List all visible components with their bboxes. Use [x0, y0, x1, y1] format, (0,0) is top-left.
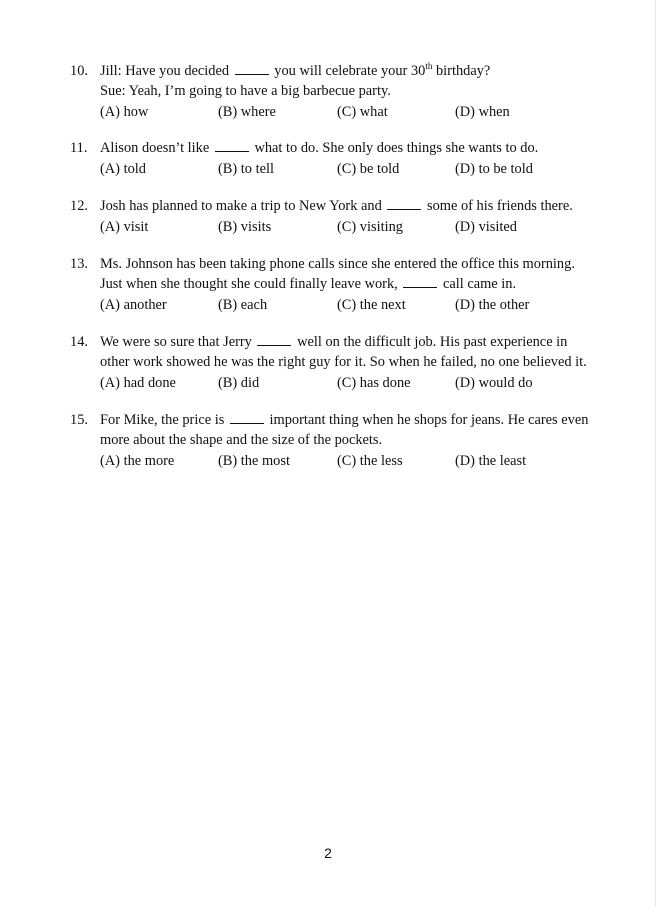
question-text: Alison doesn’t like	[100, 140, 213, 156]
option-a: (A) how	[100, 104, 149, 120]
question-line	[100, 61, 600, 81]
question-line	[100, 196, 600, 216]
option-c: (C) visiting	[337, 219, 403, 235]
question-line	[100, 274, 600, 294]
option-a: (A) visit	[100, 219, 149, 235]
option-c: (C) what	[337, 104, 388, 120]
question-line	[100, 332, 600, 352]
question-text: important thing when he shops for jeans. He cares even	[265, 412, 589, 428]
question-text: you will celebrate your 30	[270, 63, 426, 79]
question-text: For Mike, the price is	[100, 412, 228, 428]
option-d: (D) the least	[455, 453, 527, 469]
answer-options	[100, 451, 600, 471]
option-c: (C) the less	[337, 453, 403, 469]
question-text: Jill: Have you decided	[100, 63, 233, 79]
option-c: (C) the next	[337, 297, 406, 313]
question-body	[100, 254, 600, 315]
option-a: (A) told	[100, 161, 146, 177]
question-number: 10.	[70, 63, 88, 79]
answer-options	[100, 102, 600, 122]
question-line: other work showed he was the right guy for it. So when he failed, no one believed it.	[100, 354, 587, 370]
question-body	[100, 196, 600, 237]
question-text: call came in.	[439, 276, 517, 292]
question-line	[100, 410, 600, 430]
option-a: (A) the more	[100, 453, 175, 469]
option-b: (B) the most	[218, 453, 290, 469]
answer-blank	[403, 275, 437, 288]
question-number: 12.	[70, 198, 88, 214]
answer-blank	[215, 139, 249, 152]
option-b: (B) did	[218, 375, 260, 391]
page-number: 2	[324, 845, 332, 861]
question-number: 11.	[70, 140, 88, 156]
question-line: Ms. Johnson has been taking phone calls since she entered the office this morning.	[100, 256, 575, 272]
question-text: birthday?	[432, 63, 491, 79]
answer-options	[100, 217, 600, 237]
option-a: (A) another	[100, 297, 167, 313]
answer-blank	[257, 333, 291, 346]
question-text: well on the difficult job. His past experience in	[293, 334, 568, 350]
question-number: 13.	[70, 256, 88, 272]
answer-options	[100, 295, 600, 315]
question-number: 15.	[70, 412, 88, 428]
answer-options	[100, 373, 600, 393]
option-b: (B) where	[218, 104, 276, 120]
option-c: (C) be told	[337, 161, 400, 177]
option-c: (C) has done	[337, 375, 411, 391]
option-b: (B) visits	[218, 219, 272, 235]
option-d: (D) when	[455, 104, 510, 120]
question-body	[100, 410, 600, 471]
question-body	[100, 138, 600, 179]
answer-blank	[387, 197, 421, 210]
option-a: (A) had done	[100, 375, 176, 391]
option-d: (D) visited	[455, 219, 517, 235]
question-text: Josh has planned to make a trip to New York and	[100, 198, 386, 214]
question-text: what to do. She only does things she wants to do.	[250, 140, 539, 156]
option-d: (D) the other	[455, 297, 530, 313]
answer-blank	[235, 62, 269, 75]
question-line: more about the shape and the size of the pockets.	[100, 432, 383, 448]
question-line	[100, 138, 600, 158]
option-d: (D) would do	[455, 375, 533, 391]
superscript: th	[425, 61, 433, 72]
question-body	[100, 332, 600, 393]
question-text: some of his friends there.	[423, 198, 573, 214]
question-number: 14.	[70, 334, 88, 350]
question-line: Sue: Yeah, I’m going to have a big barbecue party.	[100, 83, 391, 99]
option-b: (B) each	[218, 297, 268, 313]
answer-blank	[230, 411, 264, 424]
answer-options	[100, 159, 600, 179]
question-text: Just when she thought she could finally leave work,	[100, 276, 402, 292]
question-body	[100, 61, 600, 122]
option-b: (B) to tell	[218, 161, 274, 177]
question-text: We were so sure that Jerry	[100, 334, 256, 350]
option-d: (D) to be told	[455, 161, 533, 177]
